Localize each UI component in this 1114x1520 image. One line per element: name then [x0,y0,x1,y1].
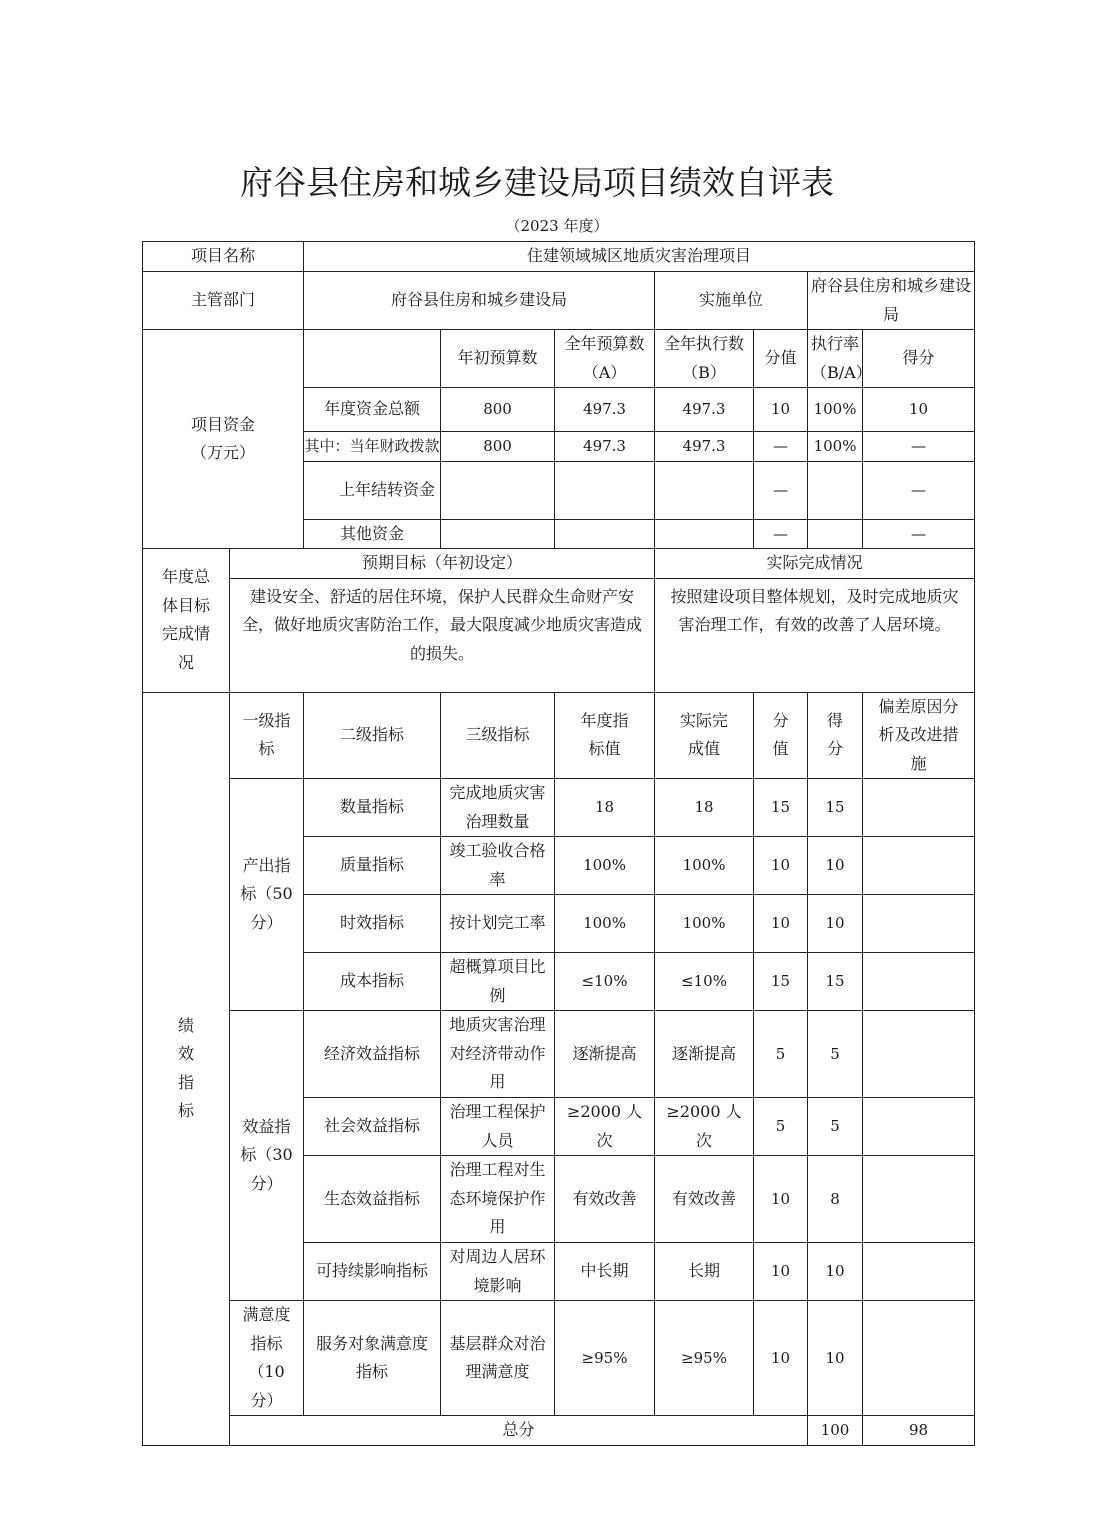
funds-row-score: — [863,461,975,519]
perf-level3: 治理工程对生态环境保护作用 [441,1156,555,1243]
perf-label: 绩效指标 [143,692,230,1445]
funds-row-name: 其他资金 [304,519,441,549]
perf-score-value: 15 [754,779,808,837]
perf-target: 逐渐提高 [555,1011,655,1098]
perf-level3: 治理工程保护人员 [441,1098,555,1156]
perf-score-value: 10 [754,895,808,953]
perf-level2: 生态效益指标 [304,1156,441,1243]
goals-expected: 建设安全、舒适的居住环境，保护人民群众生命财产安全，做好地质灾害防治工作，最大限度减少地质灾害造成的损失。 [230,578,655,692]
perf-level2: 社会效益指标 [304,1098,441,1156]
perf-level3: 超概算项目比例 [441,953,555,1011]
perf-actual: 100% [655,895,754,953]
perf-score: 10 [808,1243,863,1301]
funds-header-exec-b: 全年执行数（B） [655,330,754,388]
funds-header-score: 得分 [863,330,975,388]
funds-row-budget-a: 497.3 [555,432,655,462]
funds-row-score: — [863,519,975,549]
funds-header-blank [304,330,441,388]
perf-score-value: 10 [754,1243,808,1301]
project-name-label: 项目名称 [143,242,304,272]
perf-deviation [863,1243,975,1301]
funds-row-budget-a [555,519,655,549]
perf-actual: ≥2000 人次 [655,1098,754,1156]
perf-target: ≥2000 人次 [555,1098,655,1156]
perf-score-value: 10 [754,1156,808,1243]
funds-row-score-value: — [754,461,808,519]
funds-row-name [304,461,441,519]
perf-header-level2: 二级指标 [304,692,441,779]
perf-level2: 经济效益指标 [304,1011,441,1098]
funds-row-initial [441,461,555,519]
perf-target: 100% [555,837,655,895]
perf-score-value: 10 [754,837,808,895]
perf-header-score: 得分 [808,692,863,779]
perf-level2: 成本指标 [304,953,441,1011]
impl-label: 实施单位 [655,272,808,330]
goals-actual-header: 实际完成情况 [655,549,975,579]
page-title: 府谷县住房和城乡建设局项目绩效自评表 [240,163,834,202]
funds-row-score: 10 [863,388,975,432]
perf-level3: 对周边人居环境影响 [441,1243,555,1301]
perf-level2: 服务对象满意度指标 [304,1301,441,1416]
funds-row-rate: 100% [808,432,863,462]
perf-score-value: 15 [754,953,808,1011]
funds-label-line1: 项目资金 [191,414,256,434]
perf-level3: 基层群众对治理满意度 [441,1301,555,1416]
perf-score: 10 [808,837,863,895]
funds-row-rate [808,461,863,519]
self-evaluation-table [142,241,975,1446]
perf-deviation [863,779,975,837]
perf-score-value: 5 [754,1011,808,1098]
funds-row-exec-b [655,461,754,519]
perf-header-level3: 三级指标 [441,692,555,779]
funds-row-name: 年度资金总额 [304,388,441,432]
funds-header-score-value: 分值 [754,330,808,388]
perf-level3: 按计划完工率 [441,895,555,953]
perf-actual: 100% [655,837,754,895]
goals-expected-header: 预期目标（年初设定） [230,549,655,579]
perf-deviation [863,837,975,895]
perf-actual: 有效改善 [655,1156,754,1243]
funds-row-score-value: — [754,519,808,549]
perf-header-level1: 一级指标 [230,692,304,779]
dept-value: 府谷县住房和城乡建设局 [304,272,655,330]
perf-score-value: 10 [754,1301,808,1416]
project-name: 住建领域城区地质灾害治理项目 [304,242,975,272]
funds-header-budget-a: 全年预算数（A） [555,330,655,388]
funds-label-line2: （万元） [191,443,256,462]
perf-score: 15 [808,779,863,837]
year-label: （2023 年度） [505,217,609,235]
funds-header-initial: 年初预算数 [441,330,555,388]
funds-row-initial [441,519,555,549]
perf-level2: 可持续影响指标 [304,1243,441,1301]
perf-actual: 18 [655,779,754,837]
funds-row-exec-b: 497.3 [655,388,754,432]
goals-label: 年度总体目标完成情况 [143,549,230,693]
perf-header-score-value: 分值 [754,692,808,779]
perf-actual: 逐渐提高 [655,1011,754,1098]
perf-target: ≥95% [555,1301,655,1416]
perf-header-actual: 实际完成值 [655,692,754,779]
funds-row-initial: 800 [441,432,555,462]
perf-header-deviation: 偏差原因分析及改进措施 [863,692,975,779]
perf-deviation [863,1011,975,1098]
perf-target: 100% [555,895,655,953]
funds-header-rate: 执行率（B/A） [808,330,863,388]
perf-level2: 时效指标 [304,895,441,953]
impl-value: 府谷县住房和城乡建设局 [808,272,975,330]
perf-target: ≤10% [555,953,655,1011]
perf-deviation [863,1098,975,1156]
perf-score: 10 [808,895,863,953]
perf-deviation [863,1156,975,1243]
dept-label: 主管部门 [143,272,304,330]
perf-target: 18 [555,779,655,837]
perf-actual: ≥95% [655,1301,754,1416]
perf-score: 8 [808,1156,863,1243]
funds-row-rate: 100% [808,388,863,432]
funds-row-name-text: 上年结转资金 [339,479,436,499]
funds-row-budget-a [555,461,655,519]
perf-score: 5 [808,1098,863,1156]
perf-level2: 数量指标 [304,779,441,837]
funds-row-rate [808,519,863,549]
funds-row-budget-a: 497.3 [555,388,655,432]
perf-level3: 完成地质灾害治理数量 [441,779,555,837]
funds-label [143,330,304,549]
total-score: 98 [863,1416,975,1446]
perf-score: 15 [808,953,863,1011]
perf-group-name: 满意度指标（10分） [230,1301,304,1416]
perf-level3: 竣工验收合格率 [441,837,555,895]
perf-level3: 地质灾害治理对经济带动作用 [441,1011,555,1098]
perf-score-value: 5 [754,1098,808,1156]
perf-deviation [863,1301,975,1416]
perf-level2: 质量指标 [304,837,441,895]
perf-score: 5 [808,1011,863,1098]
perf-actual: 长期 [655,1243,754,1301]
funds-row-score-value: 10 [754,388,808,432]
funds-row-score-value: — [754,432,808,462]
total-label: 总分 [230,1416,808,1446]
perf-actual: ≤10% [655,953,754,1011]
perf-group-name: 效益指标（30分） [230,1011,304,1301]
total-score-value: 100 [808,1416,863,1446]
perf-deviation [863,895,975,953]
goals-actual: 按照建设项目整体规划，及时完成地质灾害治理工作，有效的改善了人居环境。 [655,578,975,692]
perf-deviation [863,953,975,1011]
funds-row-name: 其中：当年财政拨款 [304,432,441,462]
perf-target: 有效改善 [555,1156,655,1243]
funds-row-initial: 800 [441,388,555,432]
perf-group-name: 产出指标（50分） [230,779,304,1011]
perf-target: 中长期 [555,1243,655,1301]
funds-row-score: — [863,432,975,462]
funds-row-exec-b [655,519,754,549]
funds-row-exec-b: 497.3 [655,432,754,462]
perf-score: 10 [808,1301,863,1416]
perf-header-target: 年度指标值 [555,692,655,779]
